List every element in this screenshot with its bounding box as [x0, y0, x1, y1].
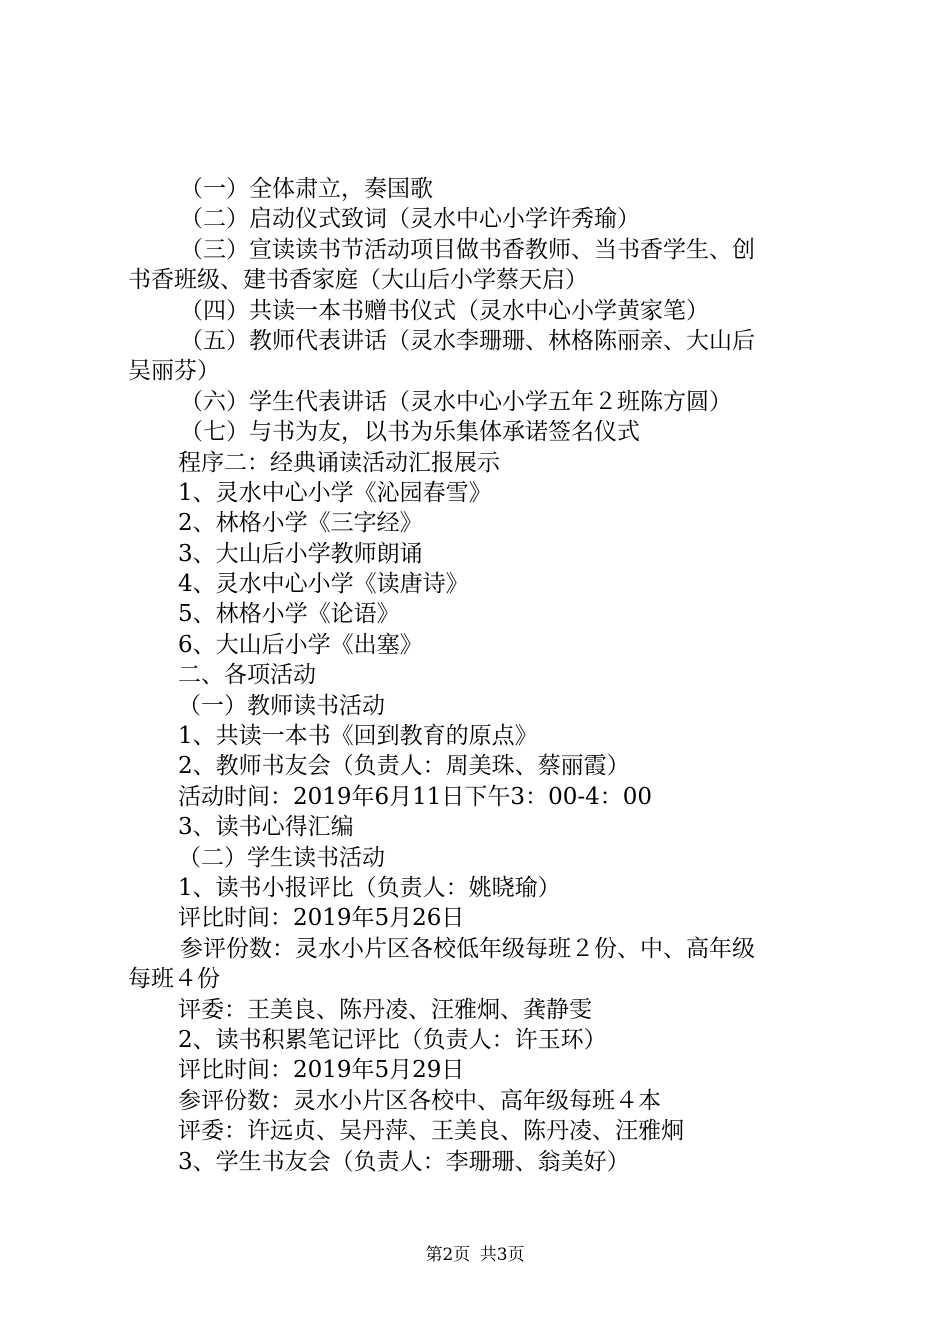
text-line: 3、大山后小学教师朗诵: [178, 540, 423, 567]
text-line: （五）教师代表讲话（灵水李珊珊、林格陈丽亲、大山后: [180, 327, 755, 354]
text-line: （三）宣读读书节活动项目做书香教师、当书香学生、创: [180, 236, 755, 263]
text-line: 4、灵水中心小学《读唐诗》: [178, 571, 469, 598]
text-line: （六）学生代表讲话（灵水中心小学五年２班陈方圆）: [180, 388, 732, 415]
document-body: [128, 174, 834, 1177]
page-footer: [0, 1244, 950, 1266]
text-line: 程序二：经典诵读活动汇报展示: [178, 449, 500, 476]
text-line: （四）共读一本书赠书仪式（灵水中心小学黄家笔）: [180, 297, 709, 324]
text-line: 书香班级、建书香家庭（大山后小学蔡天启）: [128, 267, 588, 294]
text-line: 评委：许远贞、吴丹萍、王美良、陈丹凌、汪雅炯: [178, 1118, 684, 1145]
text-line: 2、林格小学《三字经》: [178, 510, 423, 537]
text-line: 吴丽芬）: [128, 358, 220, 385]
text-line: 参评份数：灵水小片区各校中、高年级每班４本: [178, 1087, 661, 1114]
text-line: 3、学生书友会（负责人：李珊珊、翁美好）: [178, 1148, 630, 1175]
section-heading: 二、各项活动: [178, 662, 316, 689]
text-line: 2、读书积累笔记评比（负责人：许玉环）: [178, 1026, 607, 1053]
text-line: 1、灵水中心小学《沁园春雪》: [178, 479, 492, 506]
text-line: （二）学生读书活动: [178, 844, 385, 871]
text-line: 评比时间：2019年5月26日: [178, 905, 465, 932]
text-line: 3、读书心得汇编: [178, 814, 354, 841]
text-line: 1、共读一本书《回到教育的原点》: [178, 723, 538, 750]
text-line: 1、读书小报评比（负责人：姚晓瑜）: [178, 874, 561, 901]
text-line: 活动时间：2019年6月11日下午3：00-4：00: [178, 783, 653, 810]
text-line: 6、大山后小学《出塞》: [178, 631, 423, 658]
text-line: （二）启动仪式致词（灵水中心小学许秀瑜）: [180, 206, 640, 233]
text-line: （一）教师读书活动: [178, 692, 385, 719]
page-number: 第2页: [425, 1245, 471, 1265]
page-total: 共3页: [479, 1245, 525, 1265]
text-line: （七）与书为友，以书为乐集体承诺签名仪式: [180, 419, 640, 446]
text-line: 每班４份: [128, 966, 220, 993]
text-line: 2、教师书友会（负责人：周美珠、蔡丽霞）: [178, 753, 630, 780]
text-line: （一）全体肃立，奏国歌: [180, 176, 433, 202]
text-line: 评比时间：2019年5月29日: [178, 1057, 465, 1084]
text-line: 评委：王美良、陈丹凌、汪雅炯、龚静雯: [178, 996, 592, 1023]
text-line: 参评份数：灵水小片区各校低年级每班２份、中、高年级: [180, 935, 755, 962]
text-line: 5、林格小学《论语》: [178, 601, 400, 628]
